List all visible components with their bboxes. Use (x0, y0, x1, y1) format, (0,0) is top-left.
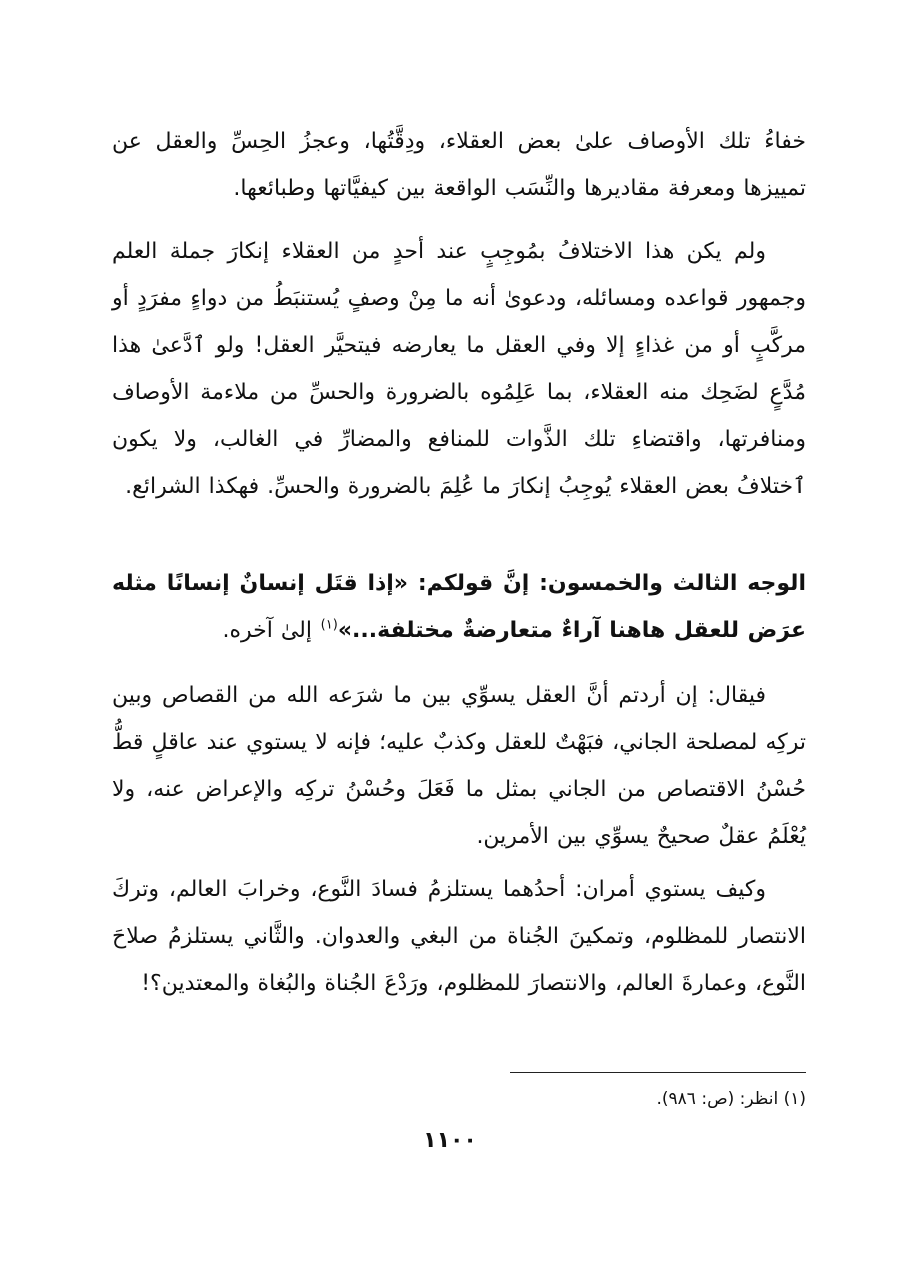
paragraph-2-text: ولم يكن هذا الاختلافُ بمُوجِبٍ عند أحدٍ من العقلاء إنكارَ جملة العلم وجمهور قواعده ومسائله، ودعوىٰ أنه ما مِنْ وصفٍ يُستنبَطُ من دواءٍ مفرَدٍ أو مركَّبٍ أو من غذاءٍ إلا وفي العقل ما يعارضه فيتحيَّر العقل! ولو ٱدَّعىٰ هذا مُدَّعٍ لضَحِك منه العقلاء، بما عَلِمُوه بالضرورة والحسِّ من ملاءمة الأوصاف ومنافرتها، واقتضاءِ تلك الذَّوات للمنافع والمضارِّ في الغالب، ولا يكون ٱختلافُ بعض العقلاء يُوجِبُ إنكارَ ما عُلِمَ بالضرورة والحسِّ. فهكذا الشرائع. (112, 239, 806, 499)
footnote-reference: (١) (320, 617, 338, 633)
paragraph-2 (112, 228, 806, 510)
paragraph-5 (112, 866, 806, 1007)
paragraph-3-text: الوجه الثالث والخمسون: إنَّ قولكم: «إذا قتَل إنسانٌ إنسانًا مثله عرَض للعقل هاهنا آراءٌ متعارضةٌ مختلفة...» (112, 571, 806, 643)
page-number: ١١٠٠ (423, 1128, 477, 1153)
paragraph-1 (112, 118, 806, 212)
paragraph-5-text: وكيف يستوي أمران: أحدُهما يستلزمُ فسادَ النَّوع، وخرابَ العالم، وتركَ الانتصار للمظلوم، وتمكينَ الجُناة من البغي والعدوان. والثَّاني يستلزمُ صلاحَ النَّوع، وعمارةَ العالم، والانتصارَ للمظلوم، ورَدْعَ الجُناة والبُغاة والمعتدين؟! (112, 877, 806, 996)
paragraph-3-tail: إلىٰ آخره. (222, 618, 312, 643)
paragraph-3-heading (112, 560, 806, 654)
footnote-separator (510, 1072, 806, 1073)
paragraph-4-text: فيقال: إن أردتم أنَّ العقل يسوِّي بين ما شرَعه الله من القصاص وبين تركِه لمصلحة الجاني، فبَهْتٌ للعقل وكذبٌ عليه؛ فإنه لا يستوي عند عاقلٍ قطُّ حُسْنُ الاقتصاص من الجاني بمثل ما فَعَلَ وحُسْنُ تركِه والإعراض عنه، ولا يُعْلَمُ عقلٌ صحيحٌ يسوِّي بين الأمرين. (112, 683, 806, 849)
paragraph-4 (112, 672, 806, 860)
footnote (657, 1086, 807, 1112)
paragraph-1-text: خفاءُ تلك الأوصاف علىٰ بعض العقلاء، ودِقَّتُها، وعجزُ الحِسِّ والعقل عن تمييزها ومعرفة مقاديرها والنِّسَب الواقعة بين كيفيَّاتها وطبائعها. (112, 129, 806, 201)
footnote-text: (١) انظر: (ص: ٩٨٦). (656, 1089, 806, 1109)
